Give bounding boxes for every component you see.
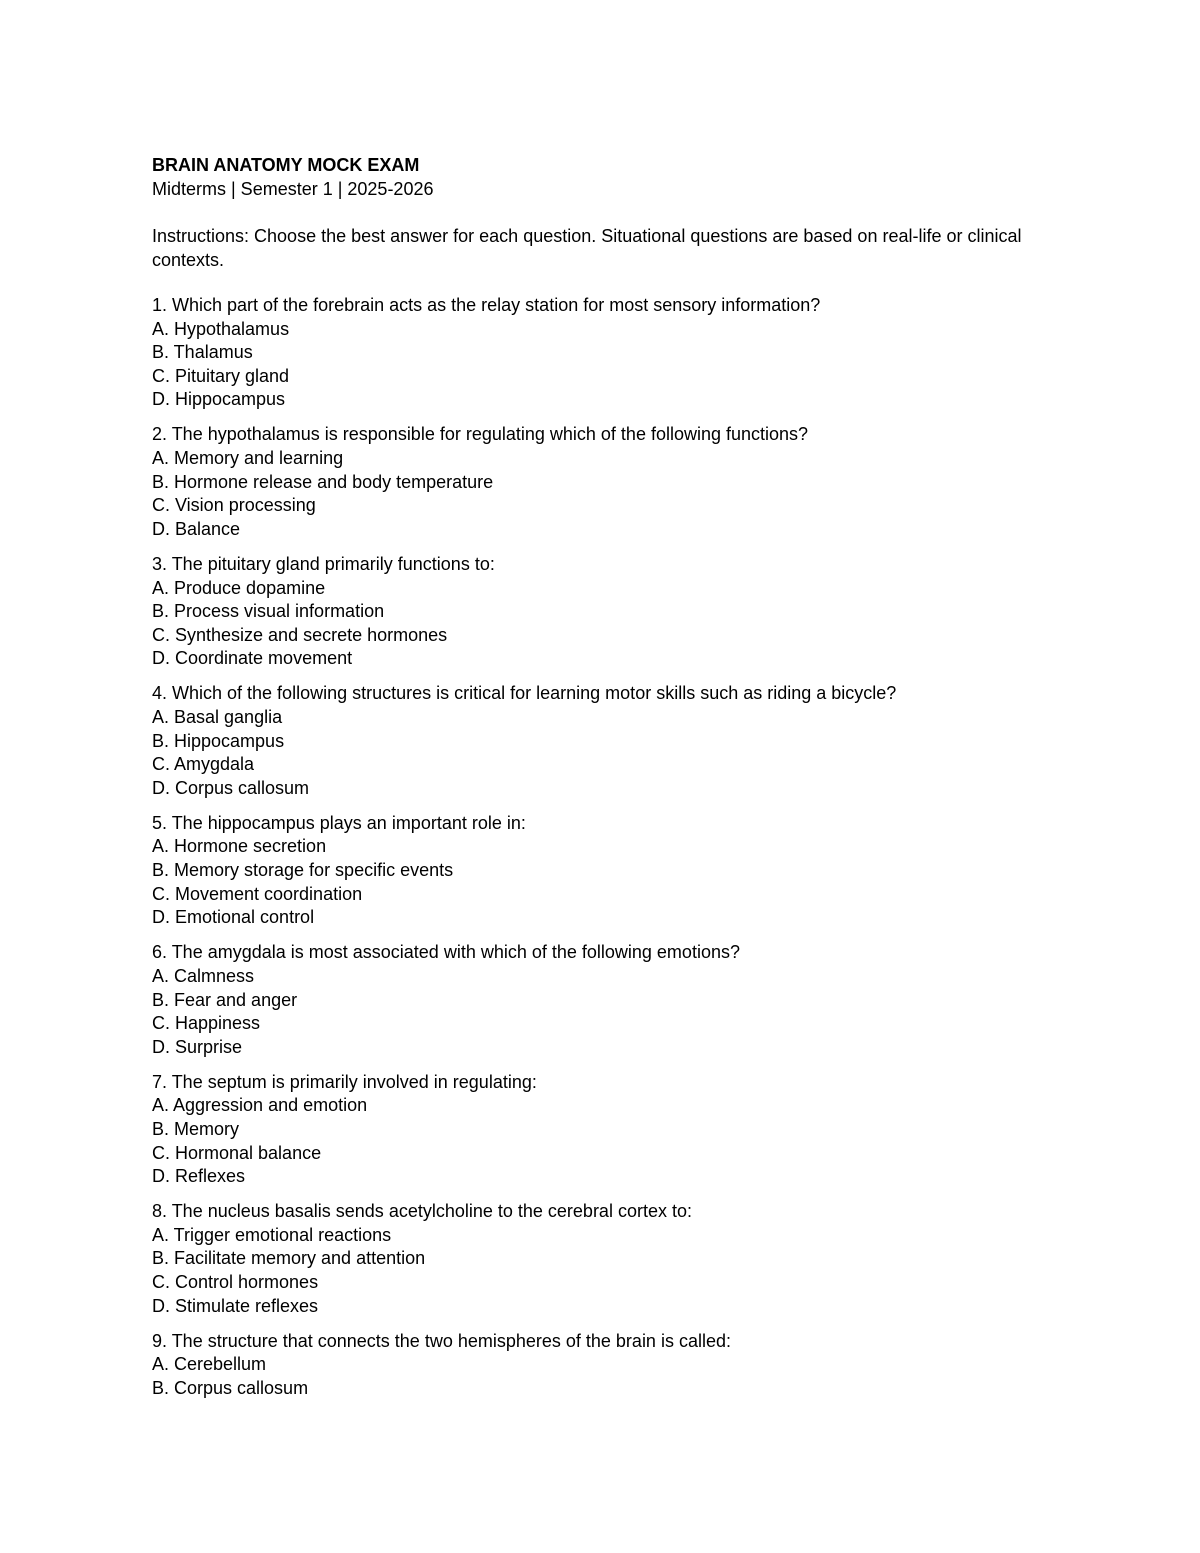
- option-a: A. Hormone secretion: [152, 836, 327, 857]
- option-c: C. Vision processing: [152, 495, 316, 516]
- option-a: A. Calmness: [152, 965, 255, 986]
- question-2: [152, 423, 1052, 541]
- option-a: A. Cerebellum: [152, 1354, 267, 1375]
- option-b: B. Thalamus: [152, 342, 253, 363]
- option-c: C. Synthesize and secrete hormones: [152, 624, 448, 645]
- option-d: D. Surprise: [152, 1036, 243, 1057]
- question-text: 1. Which part of the forebrain acts as the relay station for most sensory information?: [152, 295, 821, 315]
- option-c: C. Pituitary gland: [152, 365, 290, 386]
- question-4: [152, 682, 1052, 800]
- option-b: B. Fear and anger: [152, 989, 298, 1010]
- option-b: B. Hippocampus: [152, 730, 285, 751]
- option-a: A. Memory and learning: [152, 448, 344, 469]
- question-text: 5. The hippocampus plays an important role in:: [152, 812, 526, 833]
- exam-instructions: Instructions: Choose the best answer for each question. Situational questions are based on real-life or clinical contexts.: [152, 226, 1022, 270]
- option-c: C. Control hormones: [152, 1272, 319, 1293]
- question-text: 2. The hypothalamus is responsible for regulating which of the following functions?: [152, 424, 809, 445]
- option-b: B. Process visual information: [152, 601, 385, 622]
- exam-title: BRAIN ANATOMY MOCK EXAM: [152, 155, 420, 175]
- exam-subtitle: Midterms | Semester 1 | 2025-2026: [152, 179, 434, 199]
- question-9: [152, 1330, 1052, 1401]
- option-a: A. Hypothalamus: [152, 318, 290, 339]
- question-text: 4. Which of the following structures is critical for learning motor skills such as riding a bicycle?: [152, 683, 897, 704]
- question-8: [152, 1200, 1052, 1318]
- option-b: B. Memory: [152, 1119, 240, 1139]
- option-b: B. Facilitate memory and attention: [152, 1248, 426, 1269]
- option-d: D. Emotional control: [152, 907, 315, 928]
- option-c: C. Hormonal balance: [152, 1142, 322, 1163]
- option-a: A. Aggression and emotion: [152, 1095, 368, 1116]
- option-b: B. Corpus callosum: [152, 1377, 309, 1398]
- option-c: C. Movement coordination: [152, 883, 363, 904]
- option-d: D. Reflexes: [152, 1166, 246, 1187]
- question-3: [152, 553, 1052, 671]
- option-a: A. Trigger emotional reactions: [152, 1224, 392, 1245]
- option-b: B. Hormone release and body temperature: [152, 471, 494, 492]
- question-list: [152, 294, 1052, 1401]
- option-a: A. Basal ganglia: [152, 707, 283, 727]
- question-7: [152, 1071, 1052, 1189]
- option-d: D. Corpus callosum: [152, 777, 310, 798]
- option-d: D. Stimulate reflexes: [152, 1295, 319, 1316]
- option-d: D. Coordinate movement: [152, 648, 353, 669]
- option-d: D. Hippocampus: [152, 389, 286, 410]
- option-c: C. Amygdala: [152, 754, 255, 775]
- option-c: C. Happiness: [152, 1013, 261, 1034]
- question-text: 3. The pituitary gland primarily functions to:: [152, 553, 495, 574]
- option-b: B. Memory storage for specific events: [152, 860, 454, 881]
- exam-page: [152, 153, 1052, 1412]
- question-text: 6. The amygdala is most associated with which of the following emotions?: [152, 942, 740, 963]
- question-1: [152, 294, 1052, 412]
- option-d: D. Balance: [152, 518, 241, 539]
- question-text: 7. The septum is primarily involved in regulating:: [152, 1071, 537, 1092]
- question-text: 8. The nucleus basalis sends acetylcholine to the cerebral cortex to:: [152, 1201, 692, 1222]
- question-5: [152, 812, 1052, 930]
- option-a: A. Produce dopamine: [152, 577, 326, 598]
- question-6: [152, 941, 1052, 1059]
- question-text: 9. The structure that connects the two hemispheres of the brain is called:: [152, 1330, 731, 1351]
